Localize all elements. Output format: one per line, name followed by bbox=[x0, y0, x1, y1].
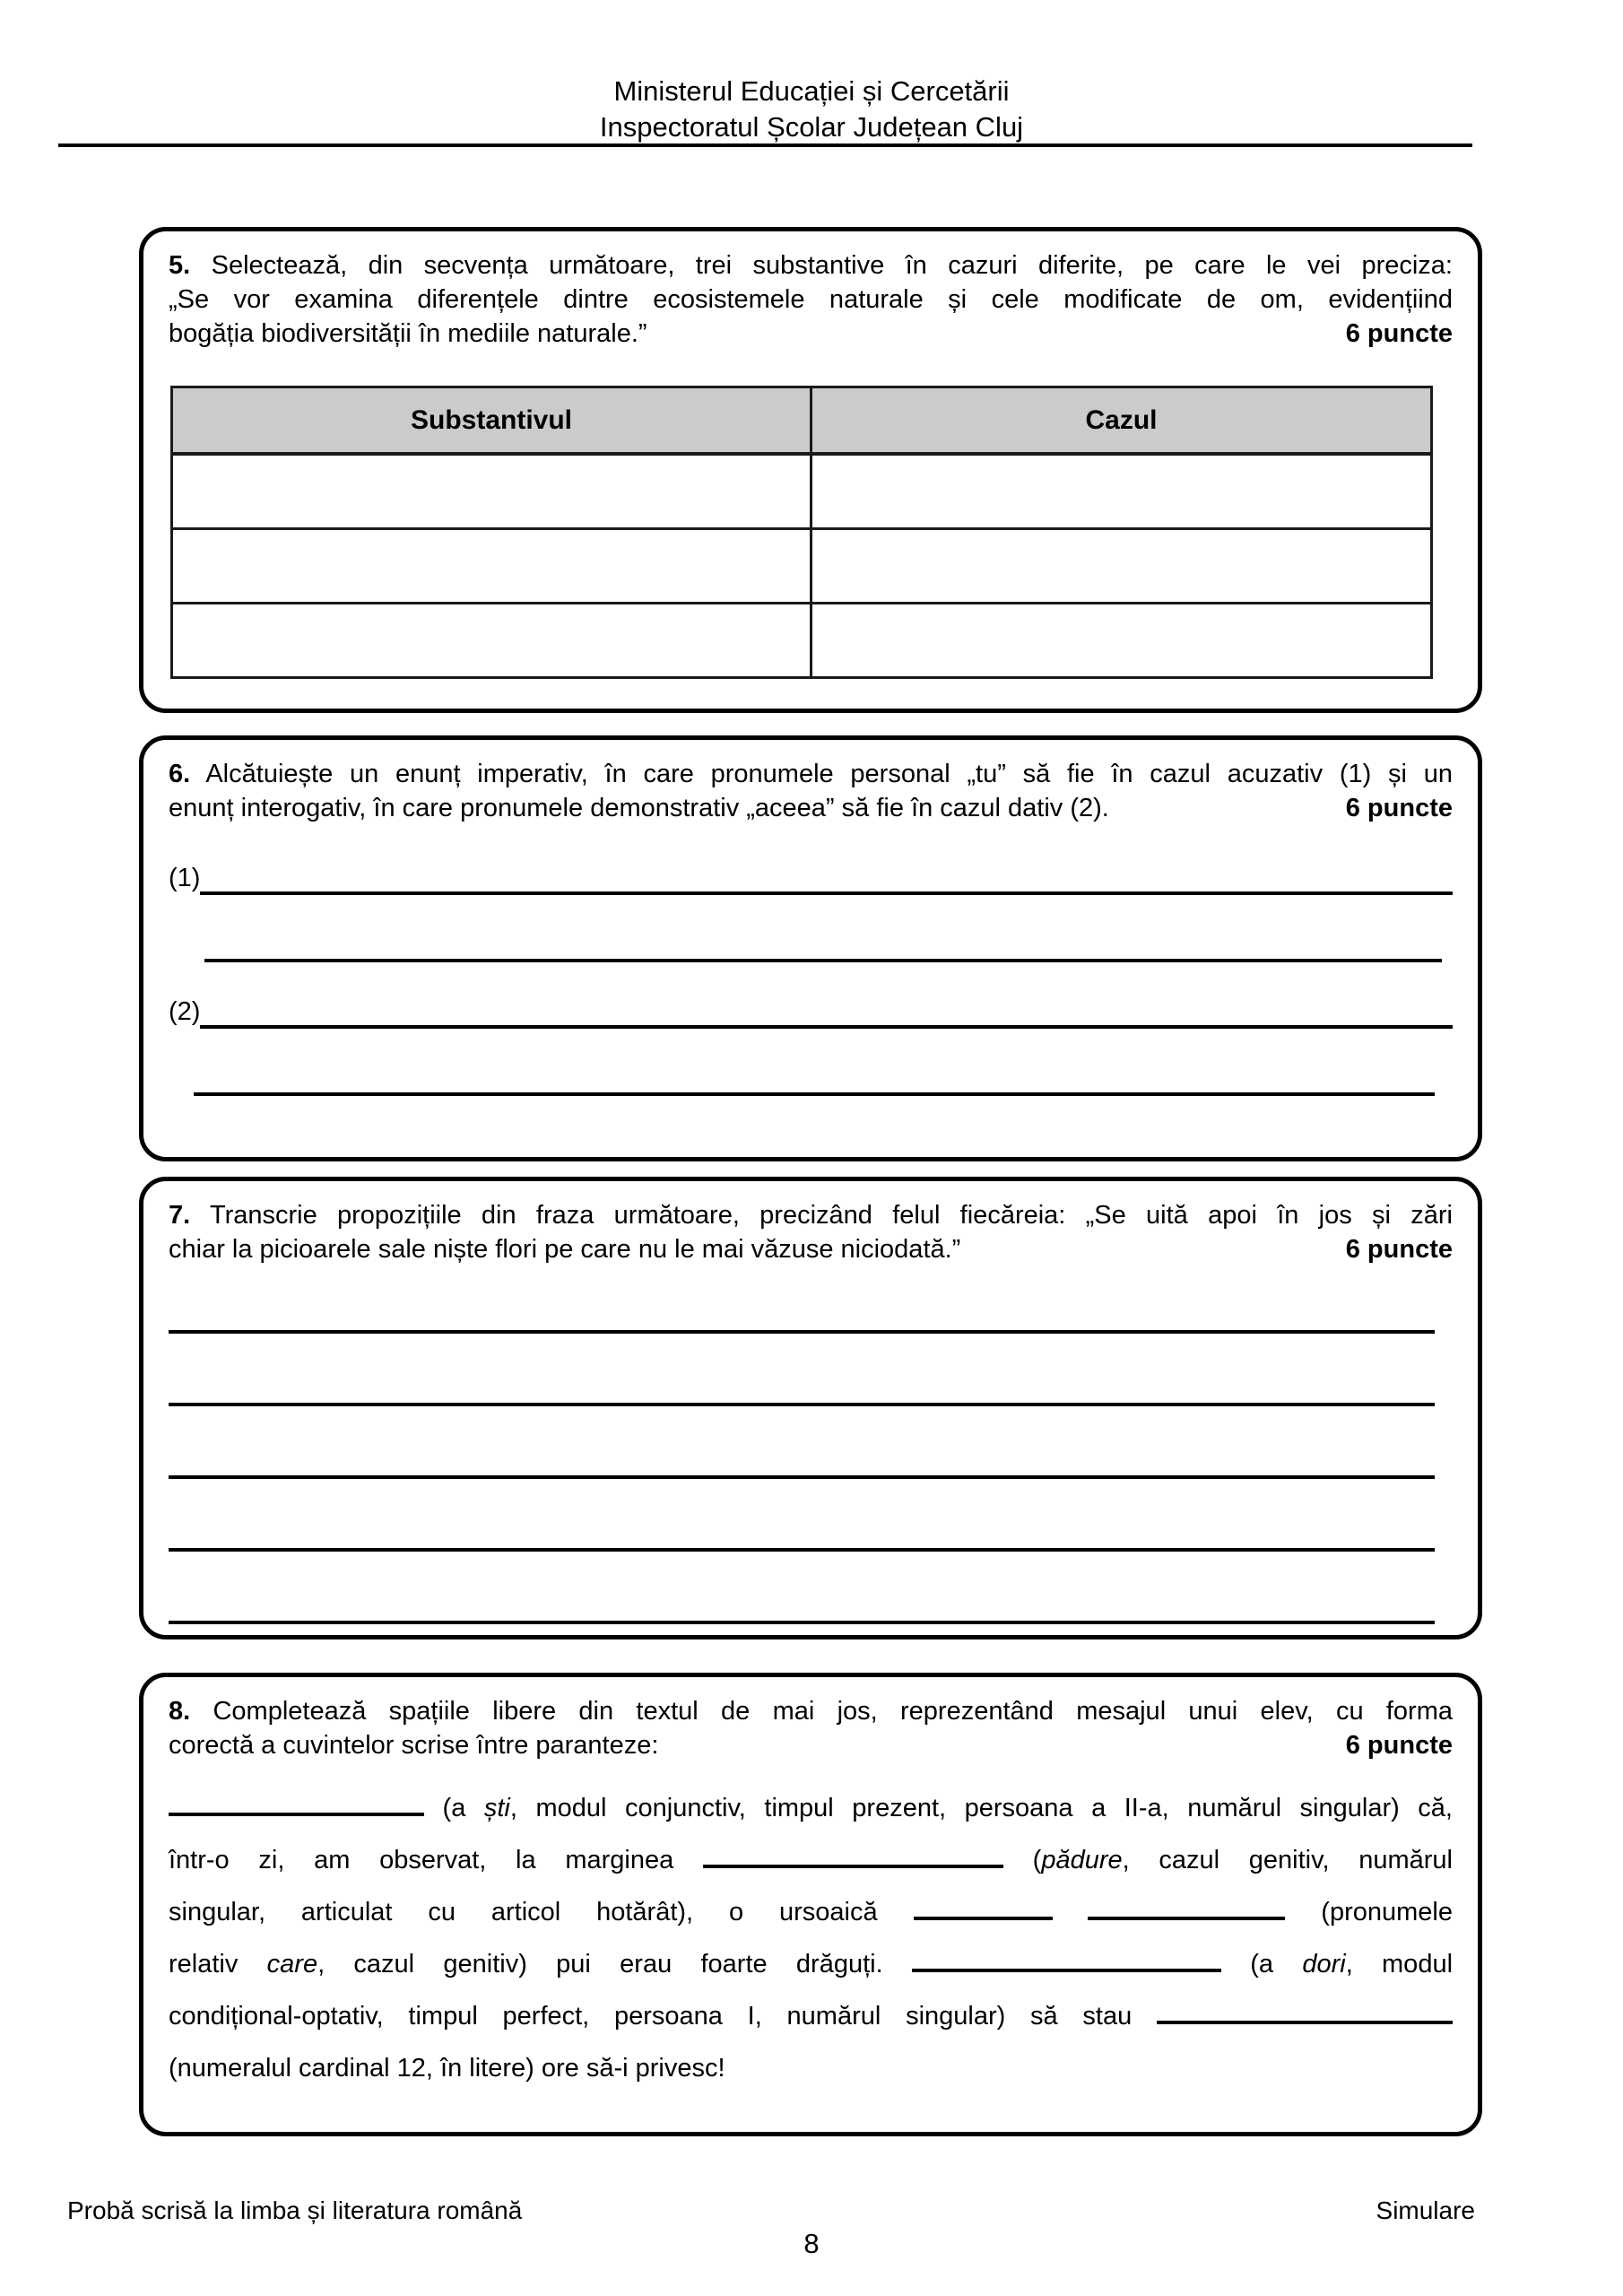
q8-line-1 bbox=[169, 1694, 1453, 1728]
answer-line bbox=[169, 1406, 1435, 1479]
table-header-row bbox=[172, 387, 1432, 455]
page-number: 8 bbox=[803, 2228, 820, 2259]
q8-line-1-text: Completează spațiile libere din textul de mai jos, reprezentând mesajul unui elev, cu forma bbox=[213, 1697, 1453, 1726]
question-8-box bbox=[139, 1673, 1482, 2136]
fill-line-2 bbox=[169, 1834, 1453, 1886]
fill-line-1 bbox=[169, 1782, 1453, 1834]
fill-line-6 bbox=[169, 2042, 1453, 2094]
fill-text: , modul bbox=[1345, 1950, 1454, 1979]
answer-row-3 bbox=[169, 995, 1453, 1029]
question-6-box bbox=[139, 735, 1482, 1161]
fill-text-italic: ști bbox=[483, 1794, 510, 1822]
fill-text: (numeralul cardinal 12, în litere) ore să-i privesc! bbox=[169, 2054, 725, 2083]
footer-exam-title: Probă scrisă la limba și literatura română bbox=[67, 2196, 523, 2224]
q5-line-2 bbox=[169, 283, 1453, 317]
answer-line bbox=[194, 1062, 1435, 1096]
fill-line-5 bbox=[169, 1990, 1453, 2042]
header-line-2: Inspectoratul Școlar Județean Cluj bbox=[599, 111, 1024, 143]
answer-line bbox=[169, 1266, 1435, 1334]
answer-row-2 bbox=[204, 928, 1442, 962]
noun-case-table bbox=[170, 386, 1433, 679]
answer-label-1: (1) bbox=[169, 864, 201, 892]
q7-points: 6 puncte bbox=[1345, 1235, 1453, 1264]
q7-line-2-text: chiar la picioarele sale niște flori pe care nu le mai văzuse niciodată.” bbox=[169, 1235, 961, 1264]
fill-text: (a bbox=[1250, 1950, 1303, 1979]
fill-blank bbox=[914, 1890, 1053, 1920]
q6-line-1-text: Alcătuiește un enunț imperativ, în care pronumele personal „tu” să fie în cazul acuzativ (1) și un bbox=[205, 760, 1453, 788]
table-empty-cell bbox=[812, 529, 1432, 604]
header-line-1: Ministerul Educației și Cercetării bbox=[613, 75, 1010, 107]
table-empty-cell bbox=[172, 454, 812, 529]
table-row bbox=[172, 604, 1432, 678]
answer-label-2: (2) bbox=[169, 997, 201, 1026]
q6-line-2 bbox=[169, 791, 1453, 825]
answer-row-1 bbox=[169, 861, 1453, 895]
q6-points: 6 puncte bbox=[1345, 794, 1453, 822]
table-row bbox=[172, 454, 1432, 529]
q7-line-1 bbox=[169, 1198, 1453, 1232]
q5-number: 5. bbox=[169, 251, 191, 280]
q8-fill-text bbox=[169, 1782, 1453, 2094]
fill-text-italic: care bbox=[266, 1950, 318, 1979]
fill-line-4 bbox=[169, 1938, 1453, 1990]
q5-line-3 bbox=[169, 317, 1453, 351]
answer-row-4 bbox=[194, 1062, 1435, 1096]
q6-line-2-text: enunț interogativ, în care pronumele demonstrativ „aceea” să fie în cazul dativ (2). bbox=[169, 794, 1109, 822]
footer-session-label: Simulare bbox=[1376, 2196, 1475, 2224]
fill-text: ( bbox=[1032, 1846, 1042, 1874]
q5-line-1-text: Selectează, din secvența următoare, trei substantive în cazuri diferite, pe care le vei preciza: bbox=[211, 251, 1453, 280]
table-empty-cell bbox=[812, 604, 1432, 678]
fill-text-italic: pădure bbox=[1041, 1846, 1123, 1874]
q6-number: 6. bbox=[169, 760, 191, 788]
fill-blank bbox=[912, 1942, 1221, 1972]
fill-text: într-o zi, am observat, la marginea bbox=[169, 1846, 674, 1874]
table-empty-cell bbox=[172, 604, 812, 678]
q7-number: 7. bbox=[169, 1201, 191, 1230]
table-row bbox=[172, 529, 1432, 604]
q8-number: 8. bbox=[169, 1697, 191, 1726]
q5-line-1 bbox=[169, 248, 1453, 283]
document-header bbox=[0, 74, 1623, 145]
answer-line bbox=[169, 1552, 1435, 1624]
q5-line-2-text: „Se vor examina diferențele dintre ecosistemele naturale și cele modificate de om, evidențiind bbox=[169, 285, 1453, 314]
q6-line-1 bbox=[169, 757, 1453, 791]
question-7-box bbox=[139, 1177, 1482, 1639]
q8-line-2-text: corectă a cuvintelor scrise între paranteze: bbox=[169, 1731, 659, 1760]
fill-line-3 bbox=[169, 1886, 1453, 1938]
answer-line bbox=[169, 1479, 1435, 1552]
table-header-substantivul: Substantivul bbox=[172, 387, 812, 455]
q5-line-3-text: bogăția biodiversității în mediile naturale.” bbox=[169, 319, 647, 348]
q7-line-1-text: Transcrie propozițiile din fraza următoare, precizând felul fiecăreia: „Se uită apoi în jos și zări bbox=[209, 1201, 1453, 1230]
fill-text: , cazul genitiv) pui erau foarte drăguți. bbox=[317, 1950, 883, 1979]
fill-text-italic: dori bbox=[1302, 1950, 1346, 1979]
q8-line-2 bbox=[169, 1728, 1453, 1762]
fill-blank bbox=[703, 1838, 1003, 1868]
answer-line bbox=[200, 995, 1453, 1029]
fill-blank bbox=[1157, 1994, 1453, 2024]
fill-text: (pronumele bbox=[1321, 1898, 1453, 1926]
header-rule bbox=[58, 144, 1472, 147]
fill-text: relativ bbox=[169, 1950, 267, 1979]
table-header-cazul: Cazul bbox=[812, 387, 1432, 455]
table-empty-cell bbox=[812, 454, 1432, 529]
fill-blank bbox=[1088, 1890, 1285, 1920]
q5-points: 6 puncte bbox=[1345, 319, 1453, 348]
table-empty-cell bbox=[172, 529, 812, 604]
fill-text: , modul conjunctiv, timpul prezent, persoana a II-a, numărul singular) că, bbox=[509, 1794, 1453, 1822]
q8-points: 6 puncte bbox=[1345, 1731, 1453, 1760]
fill-blank bbox=[169, 1786, 424, 1816]
answer-line bbox=[169, 1334, 1435, 1406]
fill-text: singular, articulat cu articol hotărât), o ursoaică bbox=[169, 1898, 878, 1926]
answer-line bbox=[204, 928, 1442, 962]
fill-text: (a bbox=[442, 1794, 484, 1822]
fill-text: , cazul genitiv, numărul bbox=[1122, 1846, 1453, 1874]
answer-line bbox=[200, 861, 1453, 895]
fill-text: condițional-optativ, timpul perfect, persoana I, numărul singular) să stau bbox=[169, 2002, 1133, 2031]
q7-line-2 bbox=[169, 1232, 1453, 1266]
question-5-box bbox=[139, 227, 1482, 713]
